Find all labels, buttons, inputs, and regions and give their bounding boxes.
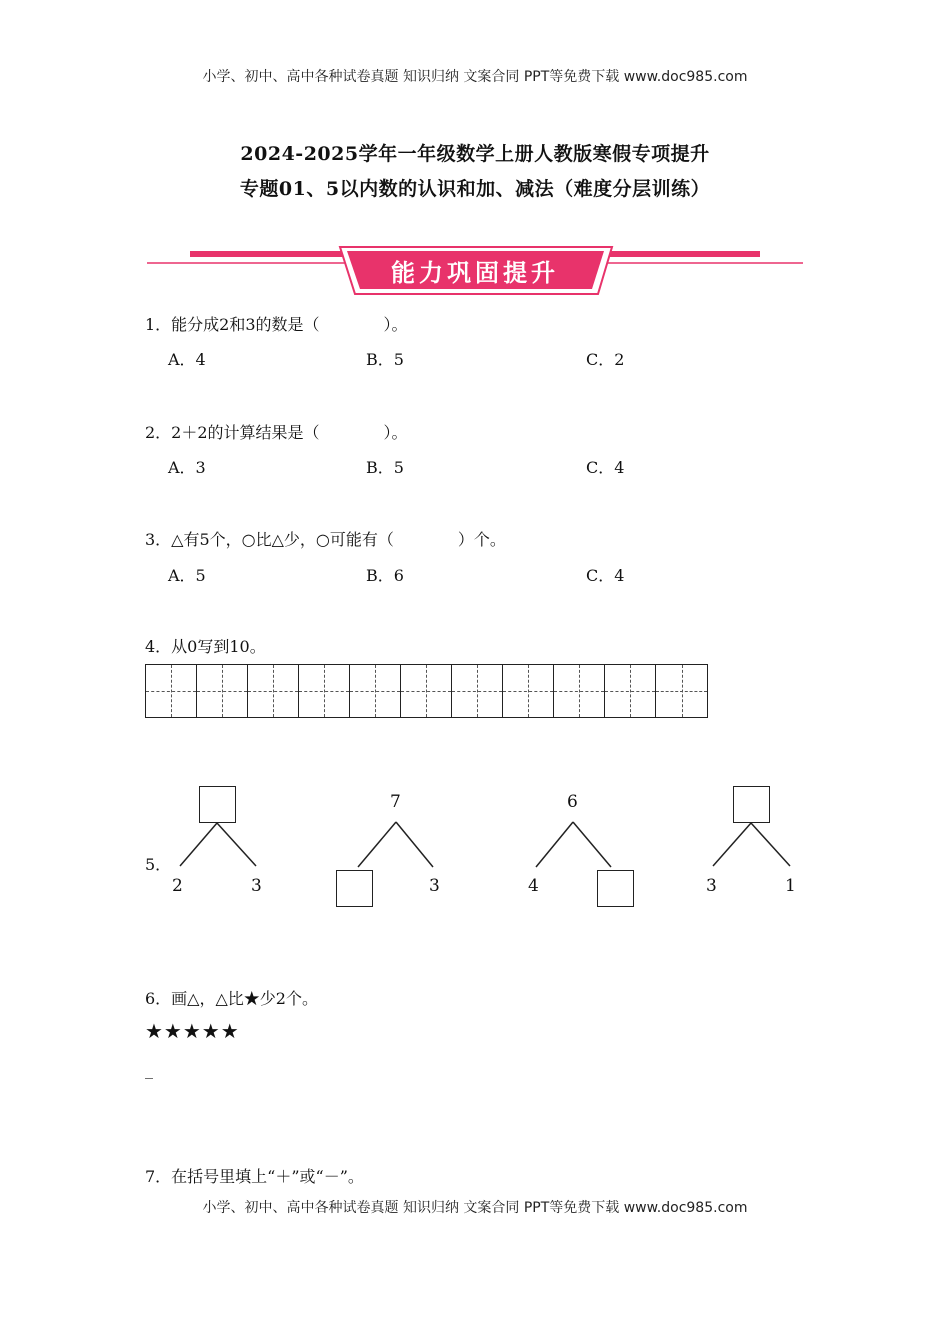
question-3: 3．△有5个，○比△少，○可能有（ ）个。 xyxy=(145,530,506,549)
tree-2-right-branch xyxy=(396,822,433,867)
tree-2-top-value: 7 xyxy=(390,792,401,812)
grid-cell[interactable] xyxy=(452,665,503,717)
grid-cell[interactable] xyxy=(401,665,452,717)
question-7: 7．在括号里填上“＋”或“－”。 xyxy=(145,1167,364,1186)
tree-1-top-blank[interactable] xyxy=(199,786,236,823)
tree-4-right-branch xyxy=(751,823,790,866)
grid-guide-horizontal xyxy=(401,691,451,692)
question-5-label: 5． xyxy=(145,855,172,874)
page-header: 小学、初中、高中各种试卷真题 知识归纳 文案合同 PPT等免费下载 www.doc985.com xyxy=(202,69,748,85)
q1-option-b: B．5 xyxy=(366,350,404,369)
q1-option-c: C．2 xyxy=(586,350,625,369)
number-bond-diagrams xyxy=(0,780,950,920)
grid-cell[interactable] xyxy=(248,665,299,717)
grid-cell[interactable] xyxy=(554,665,605,717)
grid-guide-horizontal xyxy=(656,691,707,692)
grid-guide-horizontal xyxy=(452,691,502,692)
q2-option-c: C．4 xyxy=(586,458,625,477)
tree-1-right-value: 3 xyxy=(251,876,262,896)
tree-2-left-branch xyxy=(358,822,396,867)
tree-1-left-branch xyxy=(180,823,217,866)
page-footer: 小学、初中、高中各种试卷真题 知识归纳 文案合同 PPT等免费下载 www.doc985.com xyxy=(202,1200,748,1216)
q2-option-a: A．3 xyxy=(168,458,206,477)
tree-2-left-blank[interactable] xyxy=(336,870,373,907)
grid-guide-horizontal xyxy=(248,691,298,692)
q3-option-c: C．4 xyxy=(586,566,625,585)
banner-title: 能力巩固提升 xyxy=(391,259,559,287)
tree-3-right-branch xyxy=(573,822,611,867)
tree-3-left-branch xyxy=(536,822,573,867)
tree-4-left-value: 3 xyxy=(706,876,717,896)
star-row: ★★★★★ xyxy=(145,1019,240,1043)
grid-cell[interactable] xyxy=(656,665,707,717)
tree-1-right-branch xyxy=(217,823,256,866)
question-4: 4．从0写到10。 xyxy=(145,637,266,656)
question-6: 6．画△，△比★少2个。 xyxy=(145,989,318,1008)
grid-cell[interactable] xyxy=(503,665,554,717)
grid-cell[interactable] xyxy=(299,665,350,717)
grid-guide-horizontal xyxy=(554,691,604,692)
tree-4-left-branch xyxy=(713,823,751,866)
grid-guide-horizontal xyxy=(299,691,349,692)
tree-3-right-blank[interactable] xyxy=(597,870,634,907)
q1-option-a: A．4 xyxy=(168,350,206,369)
writing-grid xyxy=(145,664,708,718)
tree-2-right-value: 3 xyxy=(429,876,440,896)
tree-3-top-value: 6 xyxy=(567,792,578,812)
tree-4-top-blank[interactable] xyxy=(733,786,770,823)
grid-cell[interactable] xyxy=(197,665,248,717)
grid-guide-horizontal xyxy=(146,691,196,692)
tree-4-right-value: 1 xyxy=(785,876,796,896)
page-title: 2024-2025学年一年级数学上册人教版寒假专项提升 xyxy=(240,143,710,165)
grid-guide-horizontal xyxy=(197,691,247,692)
tree-3-left-value: 4 xyxy=(528,876,539,896)
question-2: 2．2＋2的计算结果是（ ）。 xyxy=(145,423,408,442)
answer-blank: _ xyxy=(145,1060,153,1079)
q3-option-b: B．6 xyxy=(366,566,404,585)
grid-guide-horizontal xyxy=(503,691,553,692)
q2-option-b: B．5 xyxy=(366,458,404,477)
grid-guide-horizontal xyxy=(350,691,400,692)
tree-1-left-value: 2 xyxy=(172,876,183,896)
grid-cell[interactable] xyxy=(146,665,197,717)
grid-guide-horizontal xyxy=(605,691,655,692)
grid-cell[interactable] xyxy=(350,665,401,717)
grid-cell[interactable] xyxy=(605,665,656,717)
question-1: 1．能分成2和3的数是（ ）。 xyxy=(145,315,408,334)
page-subtitle: 专题01、5以内数的认识和加、减法（难度分层训练） xyxy=(239,178,711,200)
q3-option-a: A．5 xyxy=(168,566,206,585)
